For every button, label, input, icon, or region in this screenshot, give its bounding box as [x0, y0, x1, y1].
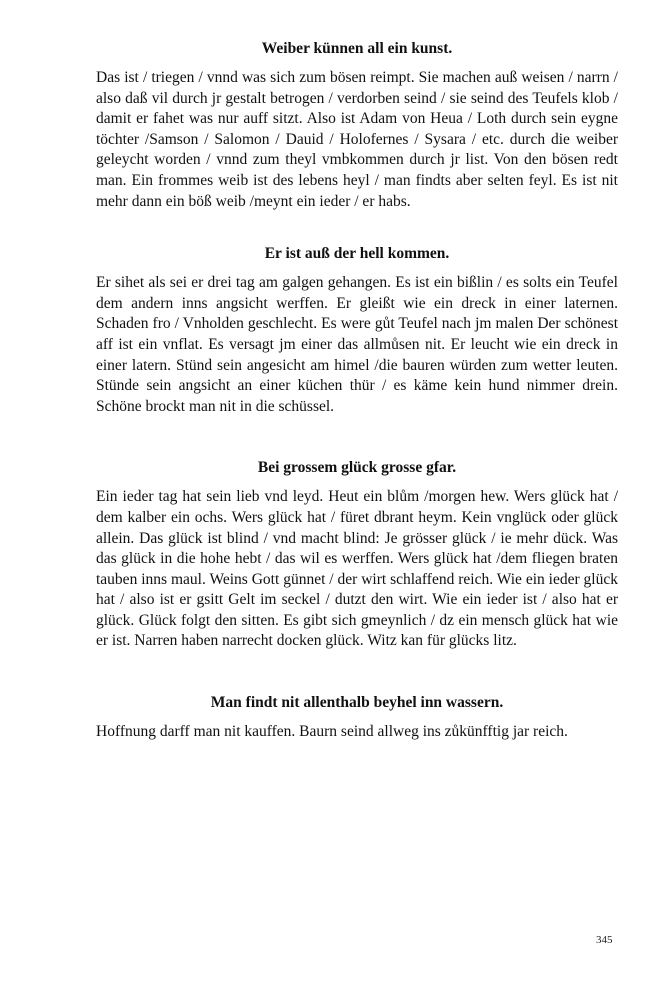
- page-number: 345: [596, 934, 613, 946]
- section-body: Das ist / triegen / vnnd was sich zum bösen reimpt. Sie machen auß weisen / narrn / also daß vil durch jr gestalt betrogen / verdorben seind / sie seind des Teufels klob / damit er fahet was nur auff sitzt. Also ist Adam von Heua / Loth durch sein eygne töchter /Samson / Salomon / Dauid / Holofernes / Sysara / etc. durch die weiber geleycht worden / vnnd zum theyl vmbkommen durch jr list. Von den bösen redt man. Ein frommes weib ist des lebens heyl / man findts aber selten feyl. Es ist nit mehr dann ein böß weib /meynt ein ieder / er habs.: [96, 69, 618, 210]
- section-body: Ein ieder tag hat sein lieb vnd leyd. Heut ein blům /morgen hew. Wers glück hat / dem kalber ein ochs. Wers glück hat / füret dbrant heym. Kein vnglück oder glück allein. Das glück ist blind / vnd macht blind: Je grösser glück / ie mehr dück. Was das glück in die hohe hebt / das wil es werffen. Wers glück hat /dem fliegen braten tauben inns maul. Weins Gott günnet / der wirt schlaffend reich. Wie ein ieder glück hat / also ist er gsitt Gelt im seckel / dutzt den wirt. Wie ein ieder ist / also hat er glück. Glück folgt den sitten. Es gibt sich gmeynlich / dz ein mensch glück hat wie er ist. Narren haben narrecht docken glück. Witz kan für glücks litz.: [96, 488, 618, 650]
- section-glueck: [96, 457, 618, 652]
- section-title: Weiber künnen all ein kunst.: [261, 40, 453, 57]
- section-beyhel: [96, 692, 618, 743]
- section-hell: [96, 243, 618, 417]
- section-title: Man findt nit allenthalb beyhel inn wassern.: [210, 694, 504, 712]
- section-body: Er sihet als sei er drei tag am galgen gehangen. Es ist ein bißlin / es solts ein Teufel dem andern inns angsicht werffen. Er gleißt wie ein dreck in einer laternen. Schaden fro / Vnholden geschlecht. Es were gůt Teufel nach jm malen Der schönest aff ist ein vnflat. Es versagt jm einer das allmůsen nit. Er leucht wie ein dreck in einer latern. Stünd sein angesicht am himel /die bauren würden zum wetter leuten. Stünde sein angsicht an einer küchen thür / es käme kein hund nimmer drein. Schöne brockt man nit in die schüssel.: [96, 274, 618, 415]
- section-title: Er ist auß der hell kommen.: [264, 245, 450, 263]
- section-body: Hoffnung darff man nit kauffen. Baurn seind allweg ins zůkünfftig jar reich.: [96, 723, 568, 741]
- section-title: Bei grossem glück grosse gfar.: [257, 459, 457, 477]
- section-weiber: [96, 38, 618, 212]
- page-content: [96, 38, 618, 743]
